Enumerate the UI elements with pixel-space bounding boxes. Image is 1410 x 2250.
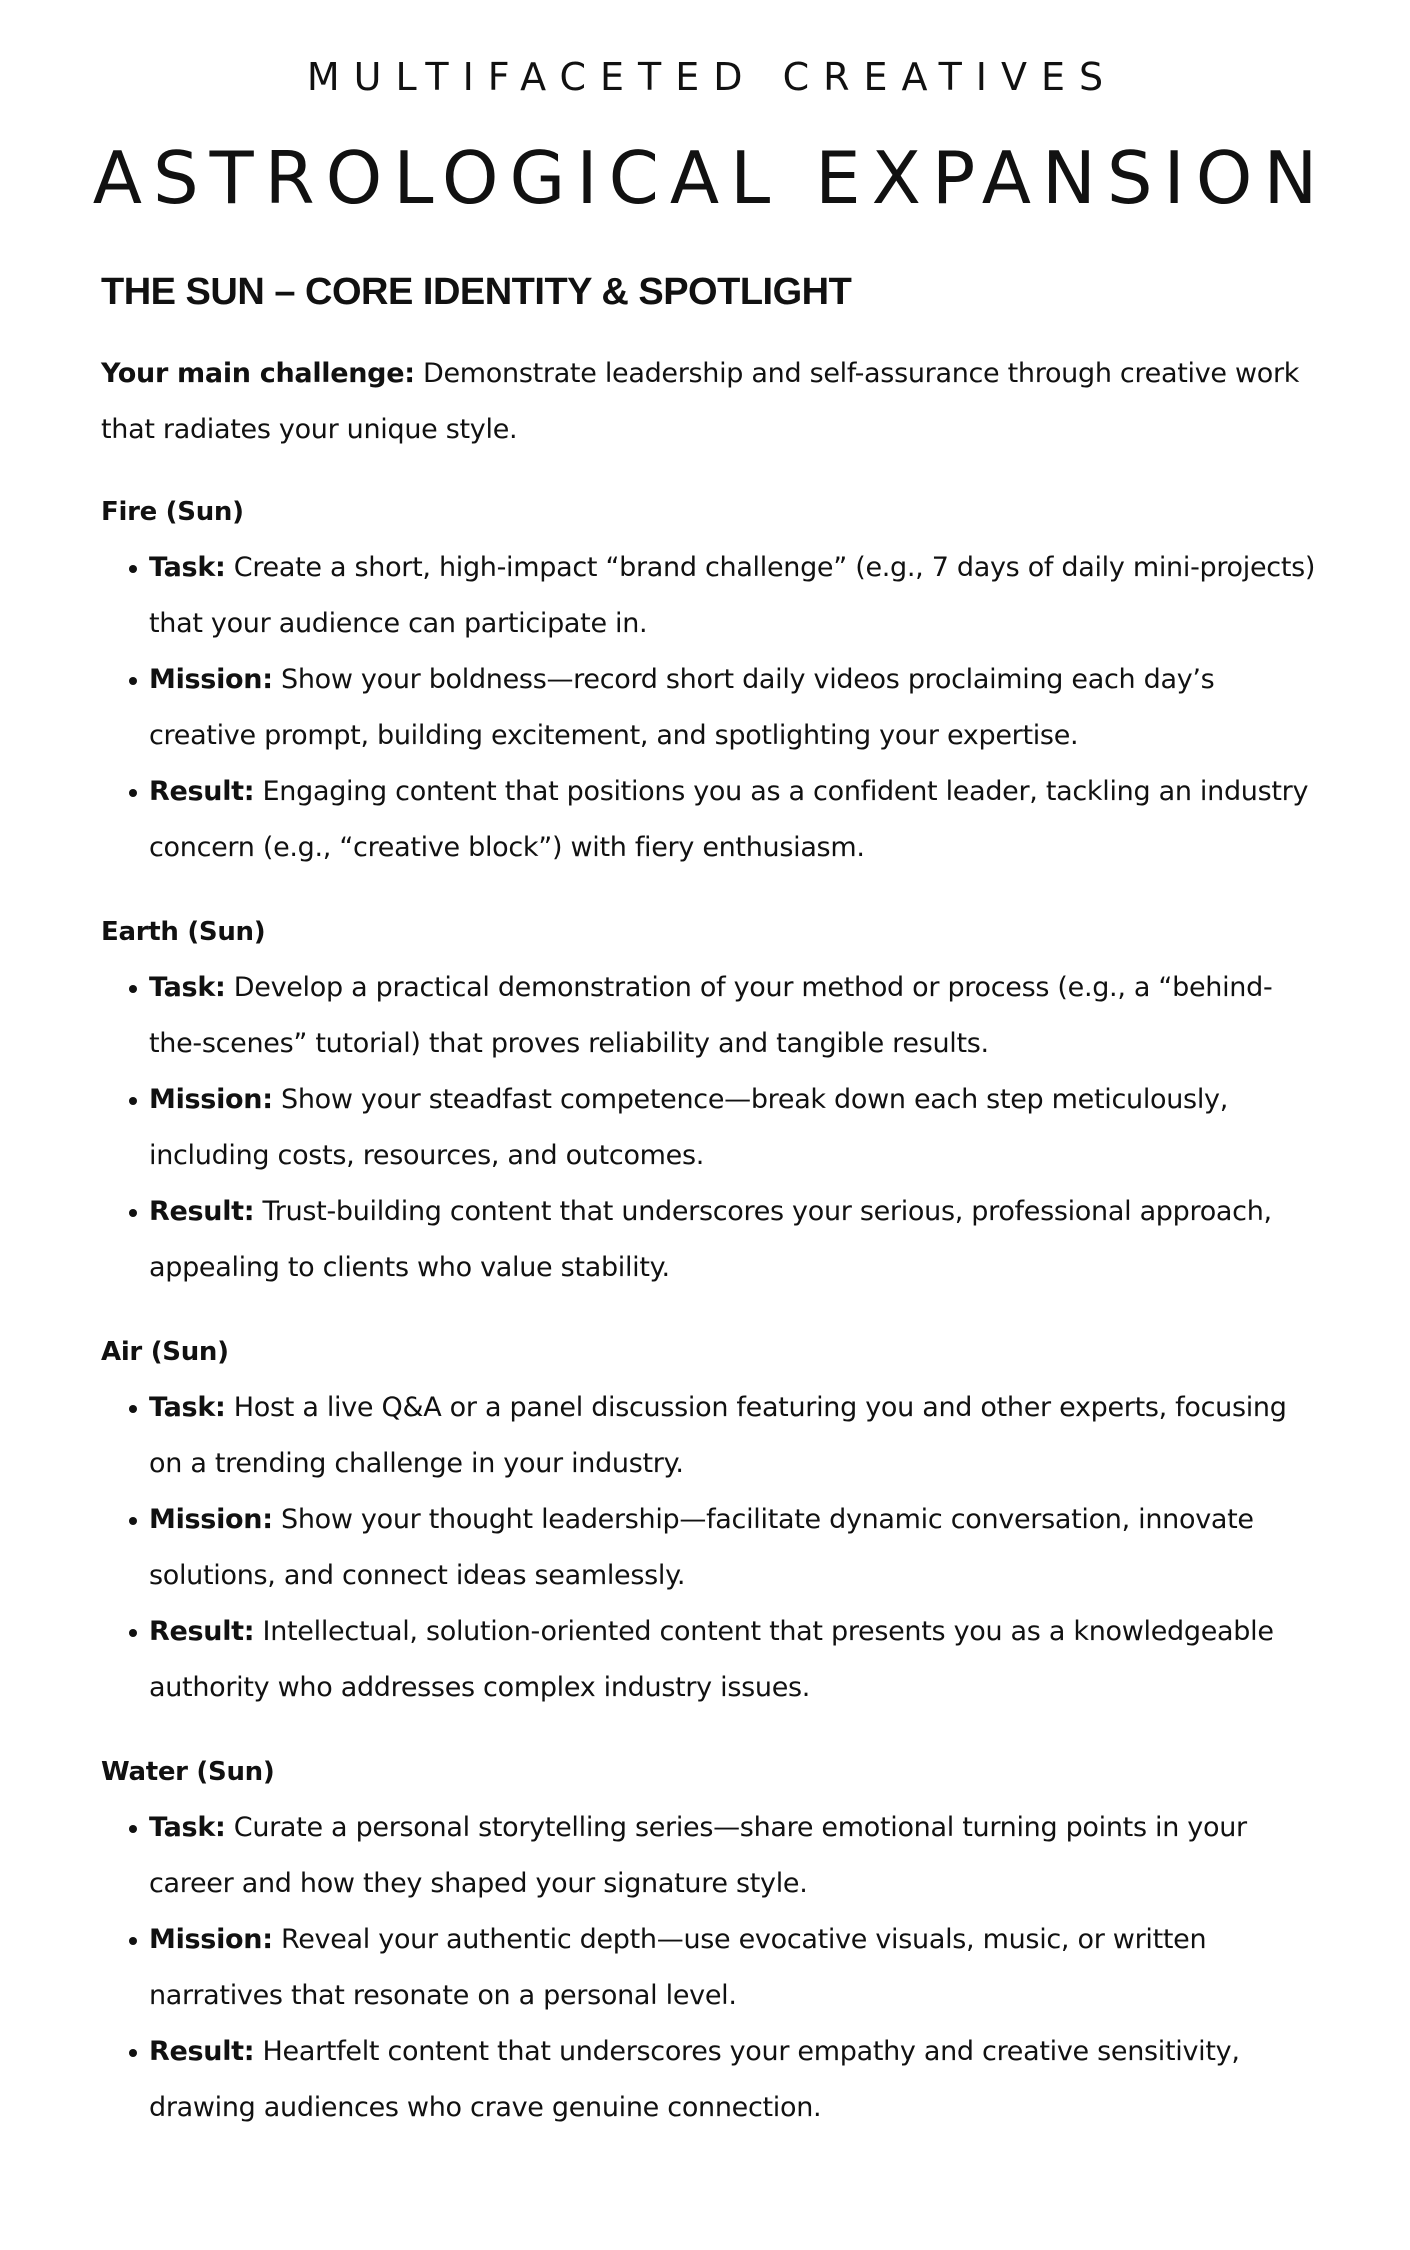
item-text: Show your thought leadership—facilitate dynamic conversation, innovate solutions, and connect ideas seamlessly. <box>149 1503 1254 1591</box>
item-label: Result: <box>149 1195 255 1227</box>
item-label: Task: <box>149 1391 226 1423</box>
list-item <box>149 764 1321 876</box>
list-item <box>149 540 1321 652</box>
item-label: Task: <box>149 551 226 583</box>
section-heading: THE SUN – CORE IDENTITY & SPOTLIGHT <box>101 271 852 313</box>
list-item <box>149 1380 1321 1492</box>
document-content <box>101 270 1321 2164</box>
list-item <box>149 652 1321 764</box>
document-kicker: MULTIFACETED CREATIVES <box>306 55 1118 99</box>
element-heading-water: Water (Sun) <box>101 1756 275 1787</box>
element-block-fire <box>101 484 1321 876</box>
item-text: Reveal your authentic depth—use evocative visuals, music, or written narratives that resonate on a personal level. <box>149 1923 1207 2011</box>
item-text: Intellectual, solution-oriented content that presents you as a knowledgeable authority who addresses complex industry issues. <box>149 1615 1274 1703</box>
list-item <box>149 1492 1321 1604</box>
list-item <box>149 1604 1321 1716</box>
element-block-water <box>101 1744 1321 2136</box>
item-label: Mission: <box>149 1083 273 1115</box>
item-text: Engaging content that positions you as a confident leader, tackling an industry concern (e.g., “creative block”) with fiery enthusiasm. <box>149 775 1309 863</box>
item-label: Task: <box>149 1811 226 1843</box>
item-list-water <box>101 1800 1321 2136</box>
intro-paragraph <box>101 346 1321 458</box>
item-text: Show your boldness—record short daily videos proclaiming each day’s creative prompt, building excitement, and spotlighting your expertise. <box>149 663 1215 751</box>
list-item <box>149 2024 1321 2136</box>
item-label: Mission: <box>149 663 273 695</box>
list-item <box>149 1184 1321 1296</box>
item-label: Result: <box>149 775 255 807</box>
item-list-earth <box>101 960 1321 1296</box>
list-item <box>149 1072 1321 1184</box>
item-label: Mission: <box>149 1503 273 1535</box>
document-title: ASTROLOGICAL EXPANSION <box>92 136 1329 220</box>
list-item <box>149 960 1321 1072</box>
intro-label: Your main challenge: <box>101 357 415 389</box>
list-item <box>149 1800 1321 1912</box>
intro-text: Demonstrate leadership and self-assurance through creative work that radiates your unique style. <box>101 357 1300 445</box>
element-block-air <box>101 1324 1321 1716</box>
item-text: Curate a personal storytelling series—share emotional turning points in your career and how they shaped your signature style. <box>149 1811 1247 1899</box>
element-heading-fire: Fire (Sun) <box>101 496 244 527</box>
item-text: Develop a practical demonstration of your method or process (e.g., a “behind-the-scenes” tutorial) that proves reliability and tangible results. <box>149 971 1273 1059</box>
item-label: Task: <box>149 971 226 1003</box>
item-label: Mission: <box>149 1923 273 1955</box>
item-text: Create a short, high-impact “brand challenge” (e.g., 7 days of daily mini-projects) that your audience can participate in. <box>149 551 1316 639</box>
element-block-earth <box>101 904 1321 1296</box>
item-list-air <box>101 1380 1321 1716</box>
item-text: Show your steadfast competence—break down each step meticulously, including costs, resources, and outcomes. <box>149 1083 1228 1171</box>
item-text: Host a live Q&A or a panel discussion featuring you and other experts, focusing on a trending challenge in your industry. <box>149 1391 1287 1479</box>
element-heading-air: Air (Sun) <box>101 1336 229 1367</box>
item-list-fire <box>101 540 1321 876</box>
item-label: Result: <box>149 1615 255 1647</box>
item-label: Result: <box>149 2035 255 2067</box>
element-heading-earth: Earth (Sun) <box>101 916 266 947</box>
list-item <box>149 1912 1321 2024</box>
item-text: Trust-building content that underscores your serious, professional approach, appealing to clients who value stability. <box>149 1195 1272 1283</box>
item-text: Heartfelt content that underscores your empathy and creative sensitivity, drawing audiences who crave genuine connection. <box>149 2035 1240 2123</box>
